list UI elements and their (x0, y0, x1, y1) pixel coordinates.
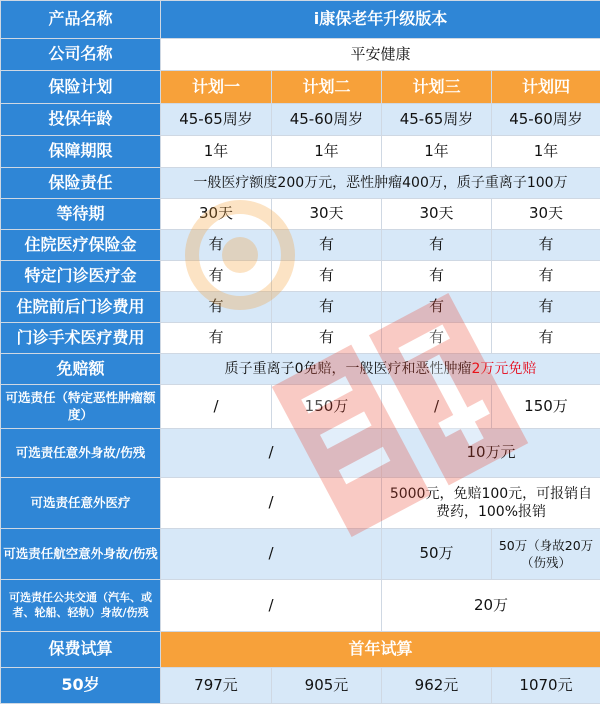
age-plan-3: 45-65周岁 (382, 104, 492, 136)
row-waiting (1, 199, 600, 230)
pre-post-outpatient-plan-1: 有 (161, 292, 272, 323)
special-outpatient-plan-1: 有 (161, 261, 272, 292)
row-age (1, 104, 600, 136)
row-inpatient (1, 230, 600, 261)
row-optional-accident (1, 429, 600, 478)
outpatient-surgery-plan-4: 有 (492, 323, 600, 354)
age-50-label: 50岁 (1, 668, 161, 704)
row-optional-tumor (1, 385, 600, 429)
premium-value: 首年试算 (161, 632, 600, 668)
row-product-name (1, 1, 600, 39)
pre-post-outpatient-label: 住院前后门诊费用 (1, 292, 161, 323)
age-plan-2: 45-60周岁 (272, 104, 382, 136)
row-period (1, 136, 600, 168)
optional-tumor-plan-2: 150万 (272, 385, 382, 429)
outpatient-surgery-plan-1: 有 (161, 323, 272, 354)
company-label: 公司名称 (1, 39, 161, 71)
waiting-plan-3: 30天 (382, 199, 492, 230)
optional-air-plan-3: 50万 (382, 529, 492, 580)
deductible-label: 免赔额 (1, 354, 161, 385)
optional-transport-label: 可选责任公共交通（汽车、或者、轮船、轻轨）身故/伤残 (1, 580, 161, 632)
inpatient-plan-3: 有 (382, 230, 492, 261)
deductible-text: 质子重离子0免赔，一般医疗和恶性肿瘤 (225, 361, 472, 377)
premium-label: 保费试算 (1, 632, 161, 668)
optional-accident-plans-1-2: / (161, 429, 382, 478)
optional-air-plan-4: 50万（身故20万（伤残） (492, 529, 600, 580)
waiting-plan-4: 30天 (492, 199, 600, 230)
age-plan-4: 45-60周岁 (492, 104, 600, 136)
inpatient-plan-1: 有 (161, 230, 272, 261)
row-liability (1, 168, 600, 199)
row-special-outpatient (1, 261, 600, 292)
product-name-label: 产品名称 (1, 1, 161, 39)
age-50-plan-3: 962元 (382, 668, 492, 704)
optional-air-label: 可选责任航空意外身故/伤残 (1, 529, 161, 580)
optional-air-plans-1-2: / (161, 529, 382, 580)
period-plan-4: 1年 (492, 136, 600, 168)
row-plans (1, 71, 600, 104)
liability-label: 保险责任 (1, 168, 161, 199)
optional-accident-plans-3-4: 10万元 (382, 429, 600, 478)
special-outpatient-label: 特定门诊医疗金 (1, 261, 161, 292)
company-value: 平安健康 (161, 39, 600, 71)
row-pre-post-outpatient (1, 292, 600, 323)
optional-transport-plans-3-4: 20万 (382, 580, 600, 632)
optional-tumor-plan-4: 150万 (492, 385, 600, 429)
row-optional-air (1, 529, 600, 580)
optional-medical-plans-3-4: 5000元，免赔100元，可报销自费药，100%报销 (382, 478, 600, 529)
waiting-plan-1: 30天 (161, 199, 272, 230)
inpatient-plan-4: 有 (492, 230, 600, 261)
waiting-plan-2: 30天 (272, 199, 382, 230)
optional-tumor-plan-1: / (161, 385, 272, 429)
plan-4-header: 计划四 (492, 71, 600, 104)
optional-medical-plans-1-2: / (161, 478, 382, 529)
product-name-value: i康保老年升级版本 (161, 1, 600, 39)
optional-tumor-plan-3: / (382, 385, 492, 429)
special-outpatient-plan-2: 有 (272, 261, 382, 292)
age-50-plan-2: 905元 (272, 668, 382, 704)
row-deductible (1, 354, 600, 385)
deductible-highlight: 2万元免赔 (471, 361, 536, 377)
row-premium (1, 632, 600, 668)
period-plan-1: 1年 (161, 136, 272, 168)
row-optional-medical (1, 478, 600, 529)
optional-medical-label: 可选责任意外医疗 (1, 478, 161, 529)
pre-post-outpatient-plan-4: 有 (492, 292, 600, 323)
special-outpatient-plan-4: 有 (492, 261, 600, 292)
optional-tumor-label: 可选责任（特定恶性肿瘤额度） (1, 385, 161, 429)
row-outpatient-surgery (1, 323, 600, 354)
row-optional-transport (1, 580, 600, 632)
inpatient-plan-2: 有 (272, 230, 382, 261)
age-label: 投保年龄 (1, 104, 161, 136)
plan-1-header: 计划一 (161, 71, 272, 104)
outpatient-surgery-plan-2: 有 (272, 323, 382, 354)
liability-value: 一般医疗额度200万元，恶性肿瘤400万，质子重离子100万 (161, 168, 600, 199)
optional-accident-label: 可选责任意外身故/伤残 (1, 429, 161, 478)
pre-post-outpatient-plan-3: 有 (382, 292, 492, 323)
plan-3-header: 计划三 (382, 71, 492, 104)
optional-transport-plans-1-2: / (161, 580, 382, 632)
row-company (1, 39, 600, 71)
outpatient-surgery-label: 门诊手术医疗费用 (1, 323, 161, 354)
age-plan-1: 45-65周岁 (161, 104, 272, 136)
plans-label: 保险计划 (1, 71, 161, 104)
inpatient-label: 住院医疗保险金 (1, 230, 161, 261)
deductible-value (161, 354, 600, 385)
age-50-plan-4: 1070元 (492, 668, 600, 704)
pre-post-outpatient-plan-2: 有 (272, 292, 382, 323)
outpatient-surgery-plan-3: 有 (382, 323, 492, 354)
period-plan-2: 1年 (272, 136, 382, 168)
age-50-plan-1: 797元 (161, 668, 272, 704)
period-plan-3: 1年 (382, 136, 492, 168)
special-outpatient-plan-3: 有 (382, 261, 492, 292)
period-label: 保障期限 (1, 136, 161, 168)
waiting-label: 等待期 (1, 199, 161, 230)
plan-2-header: 计划二 (272, 71, 382, 104)
